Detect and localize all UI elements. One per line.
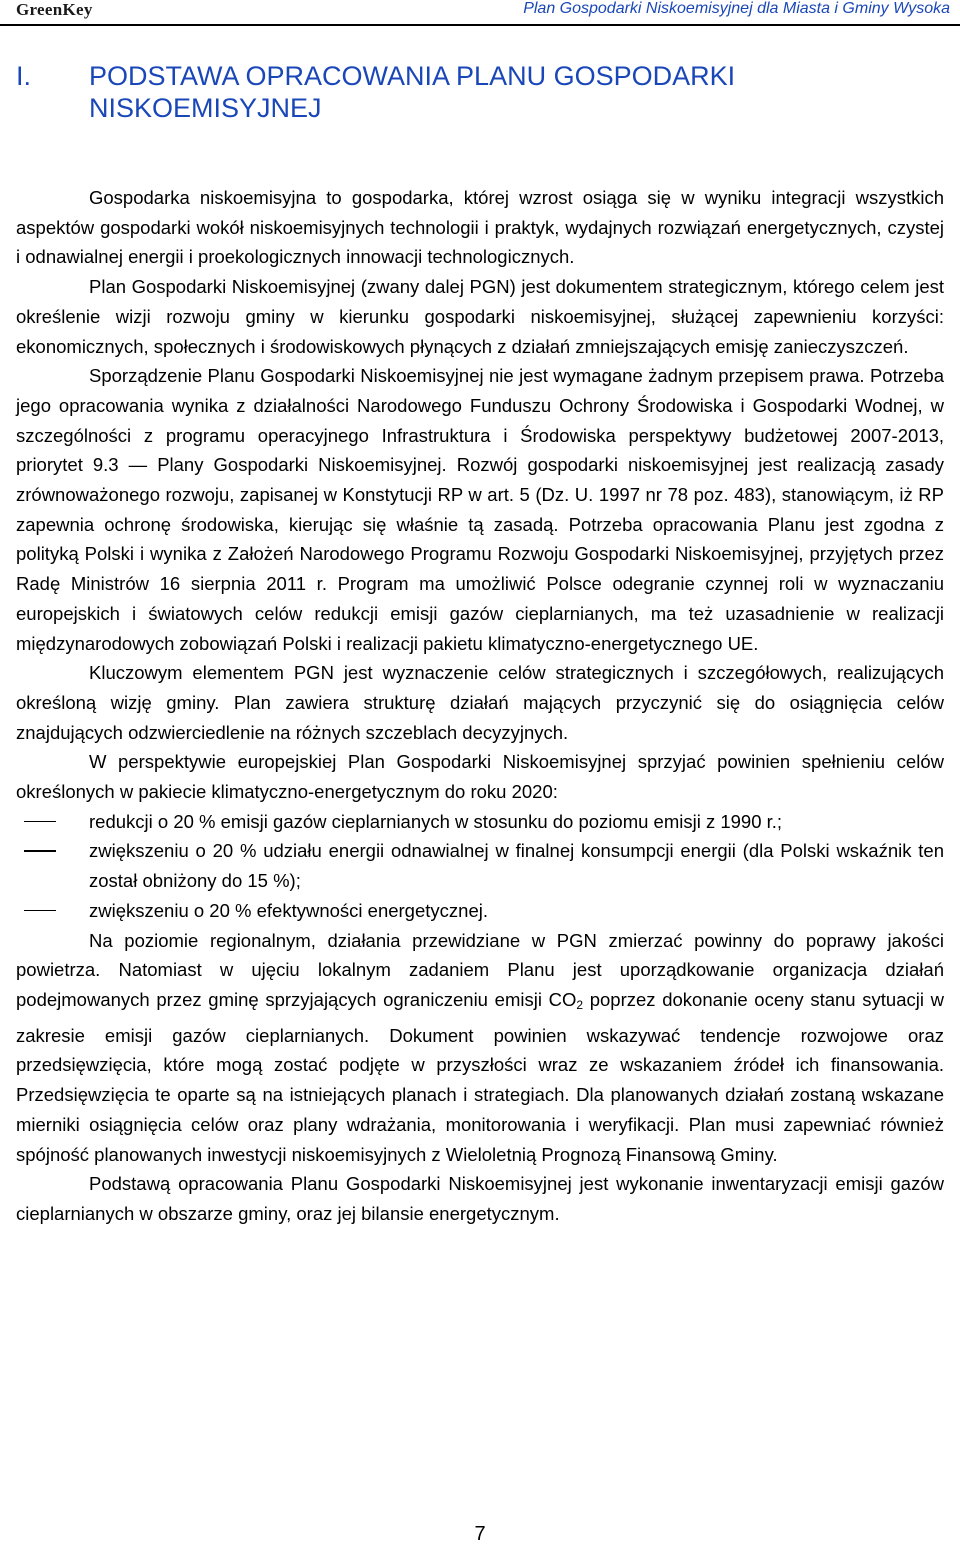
list-item: zwiększeniu o 20 % udziału energii odnawialnej w finalnej konsumpcji energii (dla Polski wskaźnik ten został obniżony do 15 %); [16,836,944,895]
dash-bullet [24,821,56,823]
brand-logo-text: GreenKey [16,0,93,19]
dash-bullet [24,910,56,912]
page-header [0,0,960,26]
document-title: Plan Gospodarki Niskoemisyjnej dla Miasta i Gminy Wysoka [523,0,950,17]
list-item: redukcji o 20 % emisji gazów cieplarnianych w stosunku do poziomu emisji z 1990 r.; [16,807,944,837]
paragraph: Podstawą opracowania Planu Gospodarki Niskoemisyjnej jest wykonanie inwentaryzacji emisji gazów cieplarnianych w obszarze gminy, oraz jej bilansie energetycznym. [16,1173,944,1224]
dash-bullet [24,850,56,852]
chapter-title: PODSTAWA OPRACOWANIA PLANU GOSPODARKI NISKOEMISYJNEJ [89,61,736,123]
body-text [16,183,944,1229]
header-rule [0,24,960,26]
paragraph: Sporządzenie Planu Gospodarki Niskoemisyjnej nie jest wymagane żadnym przepisem prawa. Potrzeba jego opracowania wynika z działalności Narodowego Funduszu Ochrony Środowiska i Gospodarki Wodnej, w szczególności z programu operacyjnego Infrastruktura i Środowiska perspektywy budżetowej 2007-2013, priorytet 9.3 — Plany Gospodarki Niskoemisyjnej. Rozwój gospodarki niskoemisyjnej jest realizacją zasady zrównoważonego rozwoju, zapisanej w Konstytucji RP w art. 5 (Dz. U. 1997 nr 78 poz. 483), stanowiącym, iż RP zapewnia ochronę środowiska, kierując się właśnie tą zasadą. Potrzeba opracowania Planu jest zgodna z polityką Polski i wynika z Założeń Narodowego Programu Rozwoju Gospodarki Niskoemisyjnej, przyjętych przez Radę Ministrów 16 sierpnia 2011 r. Program ma umożliwić Polsce odegranie czynnej roli w wyznaczaniu europejskich i światowych celów redukcji emisji gazów cieplarnianych, ma też uzasadnienie w realizacji międzynarodowych zobowiązań Polski i realizacji pakietu klimatyczno-energetycznego UE. [16,365,944,654]
page-number: 7 [474,1523,486,1545]
list-item: zwiększeniu o 20 % efektywności energetycznej. [16,896,944,926]
paragraph: Gospodarka niskoemisyjna to gospodarka, której wzrost osiąga się w wyniku integracji wszystkich aspektów gospodarki wokół niskoemisyjnych technologii i praktyk, wydajnych rozwiązań energetycznych, czystej i odnawialnej energii i proekologicznych innowacji technologicznych. [16,187,944,268]
targets-list [16,807,944,926]
paragraph: Kluczowym elementem PGN jest wyznaczenie celów strategicznych i szczegółowych, realizujących określoną wizję gminy. Plan zawiera strukturę działań mających przyczynić się do osiągnięcia celów znajdujących odzwierciedlenie na różnych szczeblach decyzyjnych. [16,662,944,743]
chapter-number: I. [16,61,32,91]
paragraph: Plan Gospodarki Niskoemisyjnej (zwany dalej PGN) jest dokumentem strategicznym, którego celem jest określenie wizji rozwoju gminy w kierunku gospodarki niskoemisyjnej, służącej zapewnieniu korzyści: ekonomicznych, społecznych i środowiskowych płynących z działań zmniejszających emisję zanieczyszczeń. [16,276,944,357]
paragraph: Na poziomie regionalnym, działania przewidziane w PGN zmierzać powinny do poprawy jakości powietrza. Natomiast w ujęciu lokalnym zadaniem Planu jest uporządkowanie organizacja działań podejmowanych przez gminę sprzyjających ograniczeniu emisji $CO_2$ poprzez dokonanie oceny stanu sytuacji w zakresie emisji gazów cieplarnianych. Dokument powinien wskazywać tendencje rozwojowe oraz przedsięwzięcia, które mogą zostać podjęte w przyszłości wraz ze wskazaniem źródeł ich finansowania. Przedsięwzięcia te oparte są na istniejących planach i strategiach. Dla planowanych działań zostaną wskazane mierniki osiągnięcia celów oraz plany wdrażania, monitorowania i weryfikacji. Plan musi zapewniać również spójność planowanych inwestycji niskoemisyjnych z Wieloletnią Prognozą Finansową Gminy. [16,929,944,1165]
paragraph: W perspektywie europejskiej Plan Gospodarki Niskoemisyjnej sprzyjać powinien spełnieniu celów określonych w pakiecie klimatyczno-energetycznym do roku 2020: [16,751,944,803]
